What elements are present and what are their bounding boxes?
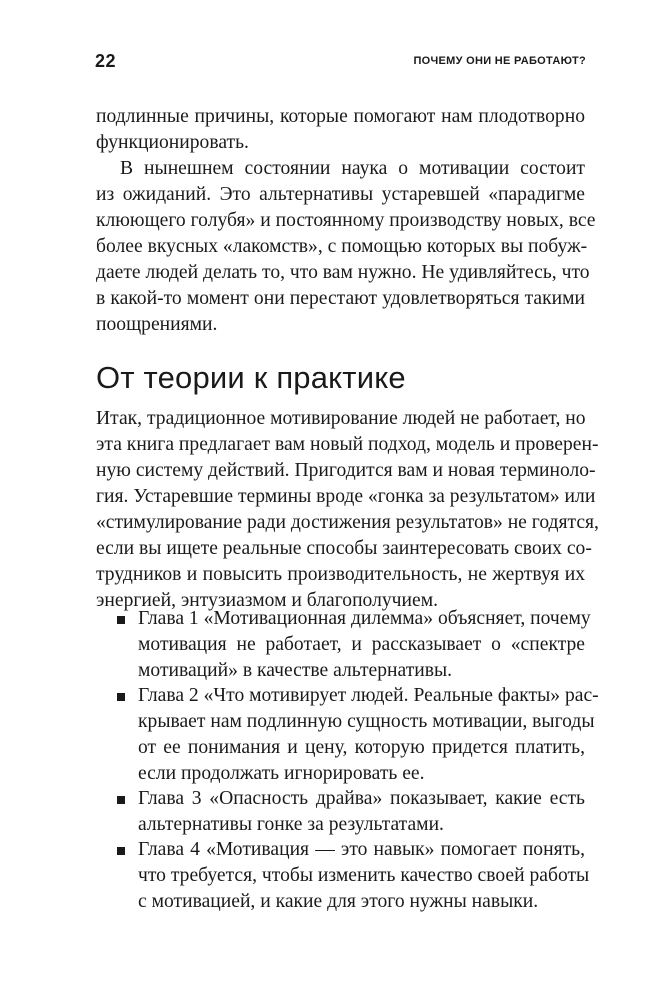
page-number: 22 (95, 51, 117, 71)
text-line: Глава 2 «Что мотивирует людей. Реальные факты» рас- (138, 685, 599, 706)
text-line: мотивация не работает, и рассказывает о «спектре (138, 634, 585, 655)
text-line: с мотивацией, и какие для этого нужны навыки. (138, 891, 539, 912)
text-line: «стимулирование ради достижения результатов» не годятся, (96, 512, 599, 533)
text-line: что требуется, чтобы изменить качество своей работы (138, 865, 590, 886)
text-line: от ее понимания и цену, которую придется платить, (138, 737, 585, 758)
text-line: Глава 4 «Мотивация — это навык» помогает понять, (138, 839, 585, 860)
text-line: если продолжать игнорировать ее. (138, 763, 425, 784)
text-line: ную систему действий. Пригодится вам и новая терминоло- (96, 460, 596, 481)
text-line: энергией, энтузиазмом и благополучием. (96, 590, 439, 611)
text-line: поощрениями. (96, 314, 218, 335)
text-line: В нынешнем состоянии наука о мотивации состоит (120, 158, 585, 179)
text-line: эта книга предлагает вам новый подход, модель и проверен- (96, 434, 599, 455)
text-line: даете людей делать то, что вам нужно. Не удивляйтесь, что (96, 262, 590, 283)
text-line: трудников и повысить производительность, не жертвуя их (96, 564, 585, 585)
bullet-square-icon (117, 616, 125, 624)
text-line: Глава 1 «Мотивационная дилемма» объясняет, почему (138, 608, 591, 629)
running-title: ПОЧЕМУ ОНИ НЕ РАБОТАЮТ? (413, 55, 586, 67)
bullet-square-icon (117, 693, 125, 701)
bullet-square-icon (117, 847, 125, 855)
text-line: если вы ищете реальные способы заинтересовать своих со- (96, 538, 592, 559)
text-line: гия. Устаревшие термины вроде «гонка за результатом» или (96, 486, 596, 507)
text-line: клюющего голубя» и постоянному производству новых, все (96, 210, 596, 231)
text-line: крывает нам подлинную сущность мотивации, выгоды (138, 711, 595, 732)
text-line: более вкусных «лакомств», с помощью которых вы побуж- (96, 236, 588, 257)
text-line: из ожиданий. Это альтернативы устаревшей «парадигме (96, 184, 585, 205)
text-line: функционировать. (96, 132, 249, 153)
text-line: альтернативы гонке за результатами. (138, 814, 444, 835)
text-line: Глава 3 «Опасность драйва» показывает, какие есть (138, 788, 585, 809)
bullet-square-icon (117, 796, 125, 804)
text-line: подлинные причины, которые помогают нам плодотворно (96, 106, 585, 127)
text-line: в какой-то момент они перестают удовлетворяться такими (96, 288, 585, 309)
section-heading: От теории к практике (96, 360, 406, 395)
text-line: Итак, традиционное мотивирование людей не работает, но (96, 408, 586, 429)
text-line: мотиваций» в качестве альтернативы. (138, 660, 453, 681)
